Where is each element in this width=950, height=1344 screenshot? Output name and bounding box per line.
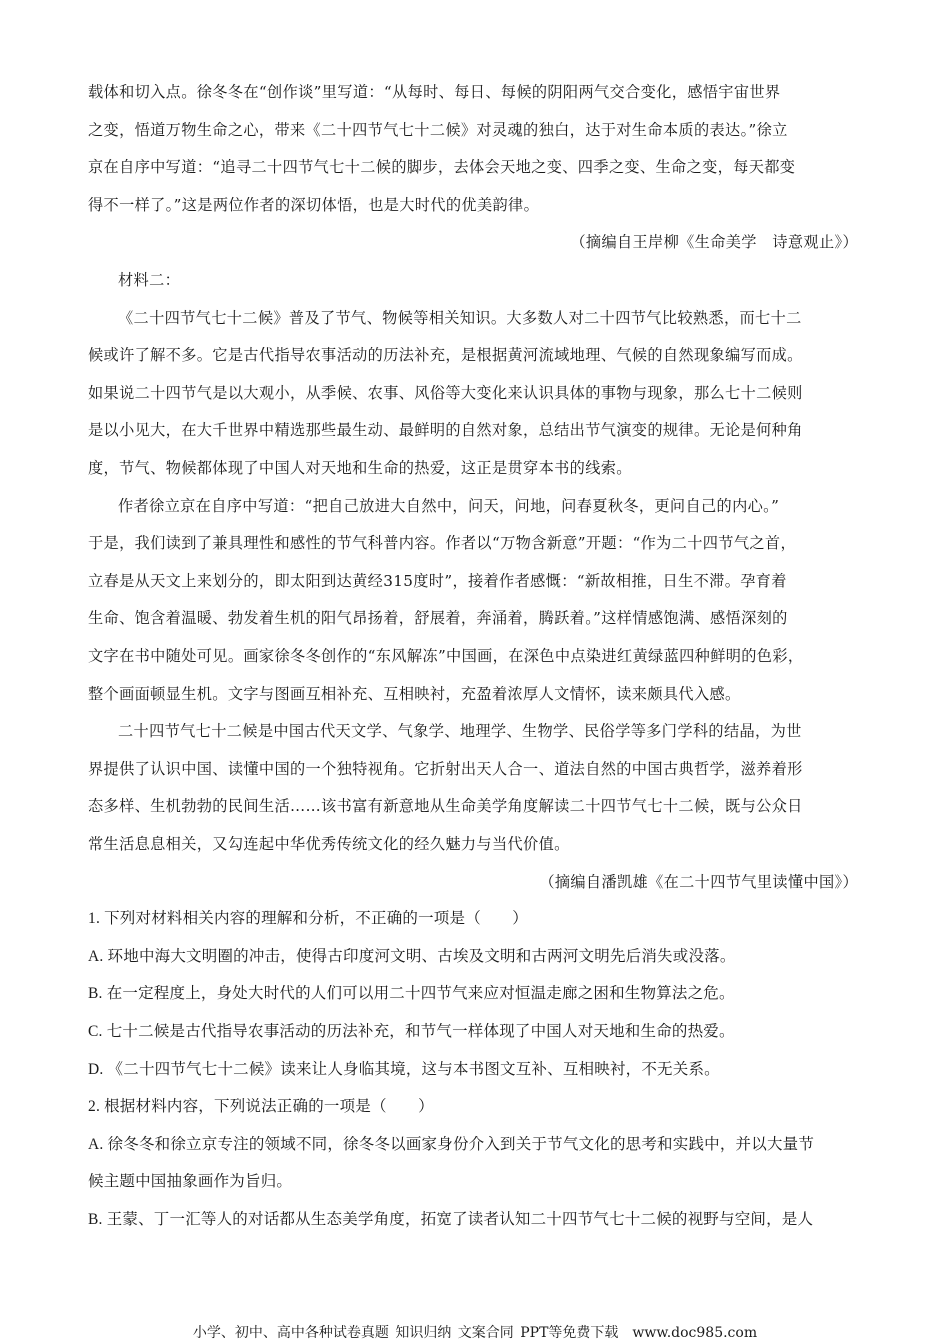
question-stem: 2. 根据材料内容，下列说法正确的一项是（ ） — [88, 1098, 434, 1115]
answer-option: D. 《二十四节气七十二候》读来让人身临其境，这与本书图文互补、互相映衬，不无关系。 — [88, 1061, 720, 1078]
paragraph-line: 如果说二十四节气是以大观小，从季候、农事、风俗等大变化来认识具体的事物与现象，那么七十二候则 — [88, 384, 803, 402]
paragraph-line: 《二十四节气七十二候》普及了节气、物候等相关知识。大多数人对二十四节气比较熟悉，而七十二 — [118, 309, 802, 327]
paragraph-line: 生命、饱含着温暖、勃发着生机的阳气昂扬着，舒展着，奔涌着，腾跃着。”这样情感饱满、感悟深刻的 — [88, 609, 788, 627]
paragraph-line: 候或许了解不多。它是古代指导农事活动的历法补充，是根据黄河流域地理、气候的自然现象编写而成。 — [88, 346, 803, 364]
paragraph-line: 于是，我们读到了兼具理性和感性的节气科普内容。作者以“万物含新意”开题：“作为二十四节气之首， — [88, 534, 796, 552]
paragraph-line: 态多样、生机勃勃的民间生活……该书富有新意地从生命美学角度解读二十四节气七十二候，既与公众日 — [88, 797, 803, 815]
paragraph-line: 之变，悟道万物生命之心，带来《二十四节气七十二候》对灵魂的独白，达于对生命本质的表达。”徐立 — [88, 121, 788, 139]
answer-option: B. 在一定程度上，身处大时代的人们可以用二十四节气来应对恒温走廊之困和生物算法之危。 — [88, 985, 735, 1002]
paragraph-line: 作者徐立京在自序中写道：“把自己放进大自然中，问天，问地，问春夏秋冬，更问自己的内心。” — [118, 497, 780, 515]
source-citation: （摘编自潘凯雄《在二十四节气里读懂中国》） — [539, 873, 858, 891]
answer-option: 候主题中国抽象画作为旨归。 — [88, 1173, 293, 1190]
paragraph-line: 界提供了认识中国、读懂中国的一个独特视角。它折射出天人合一、道法自然的中国古典哲学，滋养着形 — [88, 760, 803, 778]
answer-option: C. 七十二候是古代指导农事活动的历法补充，和节气一样体现了中国人对天地和生命的热爱。 — [88, 1023, 735, 1040]
paragraph-line: 整个画面顿显生机。文字与图画互相补充、互相映衬，充盈着浓厚人文情怀，读来颇具代入感。 — [88, 685, 741, 703]
source-citation: （摘编自王岸柳《生命美学 诗意观止》） — [570, 233, 858, 251]
paragraph-line: 京在自序中写道：“追寻二十四节气七十二候的脚步，去体会天地之变、四季之变、生命之变，每天都变 — [88, 158, 796, 176]
answer-option: B. 王蒙、丁一汇等人的对话都从生态美学角度，拓宽了读者认知二十四节气七十二候的视野与空间，是人 — [88, 1211, 814, 1228]
material-heading: 材料二： — [118, 271, 181, 289]
paragraph-line: 载体和切入点。徐冬冬在“创作谈”里写道：“从每时、每日、每候的阴阳两气交合变化，感悟宇宙世界 — [88, 83, 781, 101]
answer-option: A. 环地中海大文明圈的冲击，使得古印度河文明、古埃及文明和古两河文明先后消失或没落。 — [88, 948, 736, 965]
paragraph-line: 常生活息息相关，又勾连起中华优秀传统文化的经久魅力与当代价值。 — [88, 835, 570, 853]
question-stem: 1. 下列对材料相关内容的理解和分析，不正确的一项是（ ） — [88, 910, 529, 927]
paragraph-line: 文字在书中随处可见。画家徐冬冬创作的“东风解冻”中国画，在深色中点染进红黄绿蓝四种鲜明的色彩， — [88, 647, 804, 665]
paragraph-line: 是以小见大，在大千世界中精选那些最生动、最鲜明的自然对象，总结出节气演变的规律。无论是何种角 — [88, 421, 803, 439]
paragraph-line: 度，节气、物候都体现了中国人对天地和生命的热爱，这正是贯穿本书的线索。 — [88, 459, 632, 477]
paragraph-line: 二十四节气七十二候是中国古代天文学、气象学、地理学、生物学、民俗学等多门学科的结晶，为世 — [118, 722, 802, 740]
answer-option: A. 徐冬冬和徐立京专注的领域不同，徐冬冬以画家身份介入到关于节气文化的思考和实践中，并以大量节 — [88, 1136, 815, 1153]
paragraph-line: 得不一样了。”这是两位作者的深切体悟，也是大时代的优美韵律。 — [88, 196, 540, 214]
page-footer: 小学、初中、高中各种试卷真题 知识归纳 文案合同 PPT等免费下载 www.doc985.com — [192, 1325, 758, 1341]
paragraph-line: 立春是从天文上来划分的，即太阳到达黄经315度时”，接着作者感慨：“新故相推，日生不滞。孕育着 — [88, 572, 787, 590]
